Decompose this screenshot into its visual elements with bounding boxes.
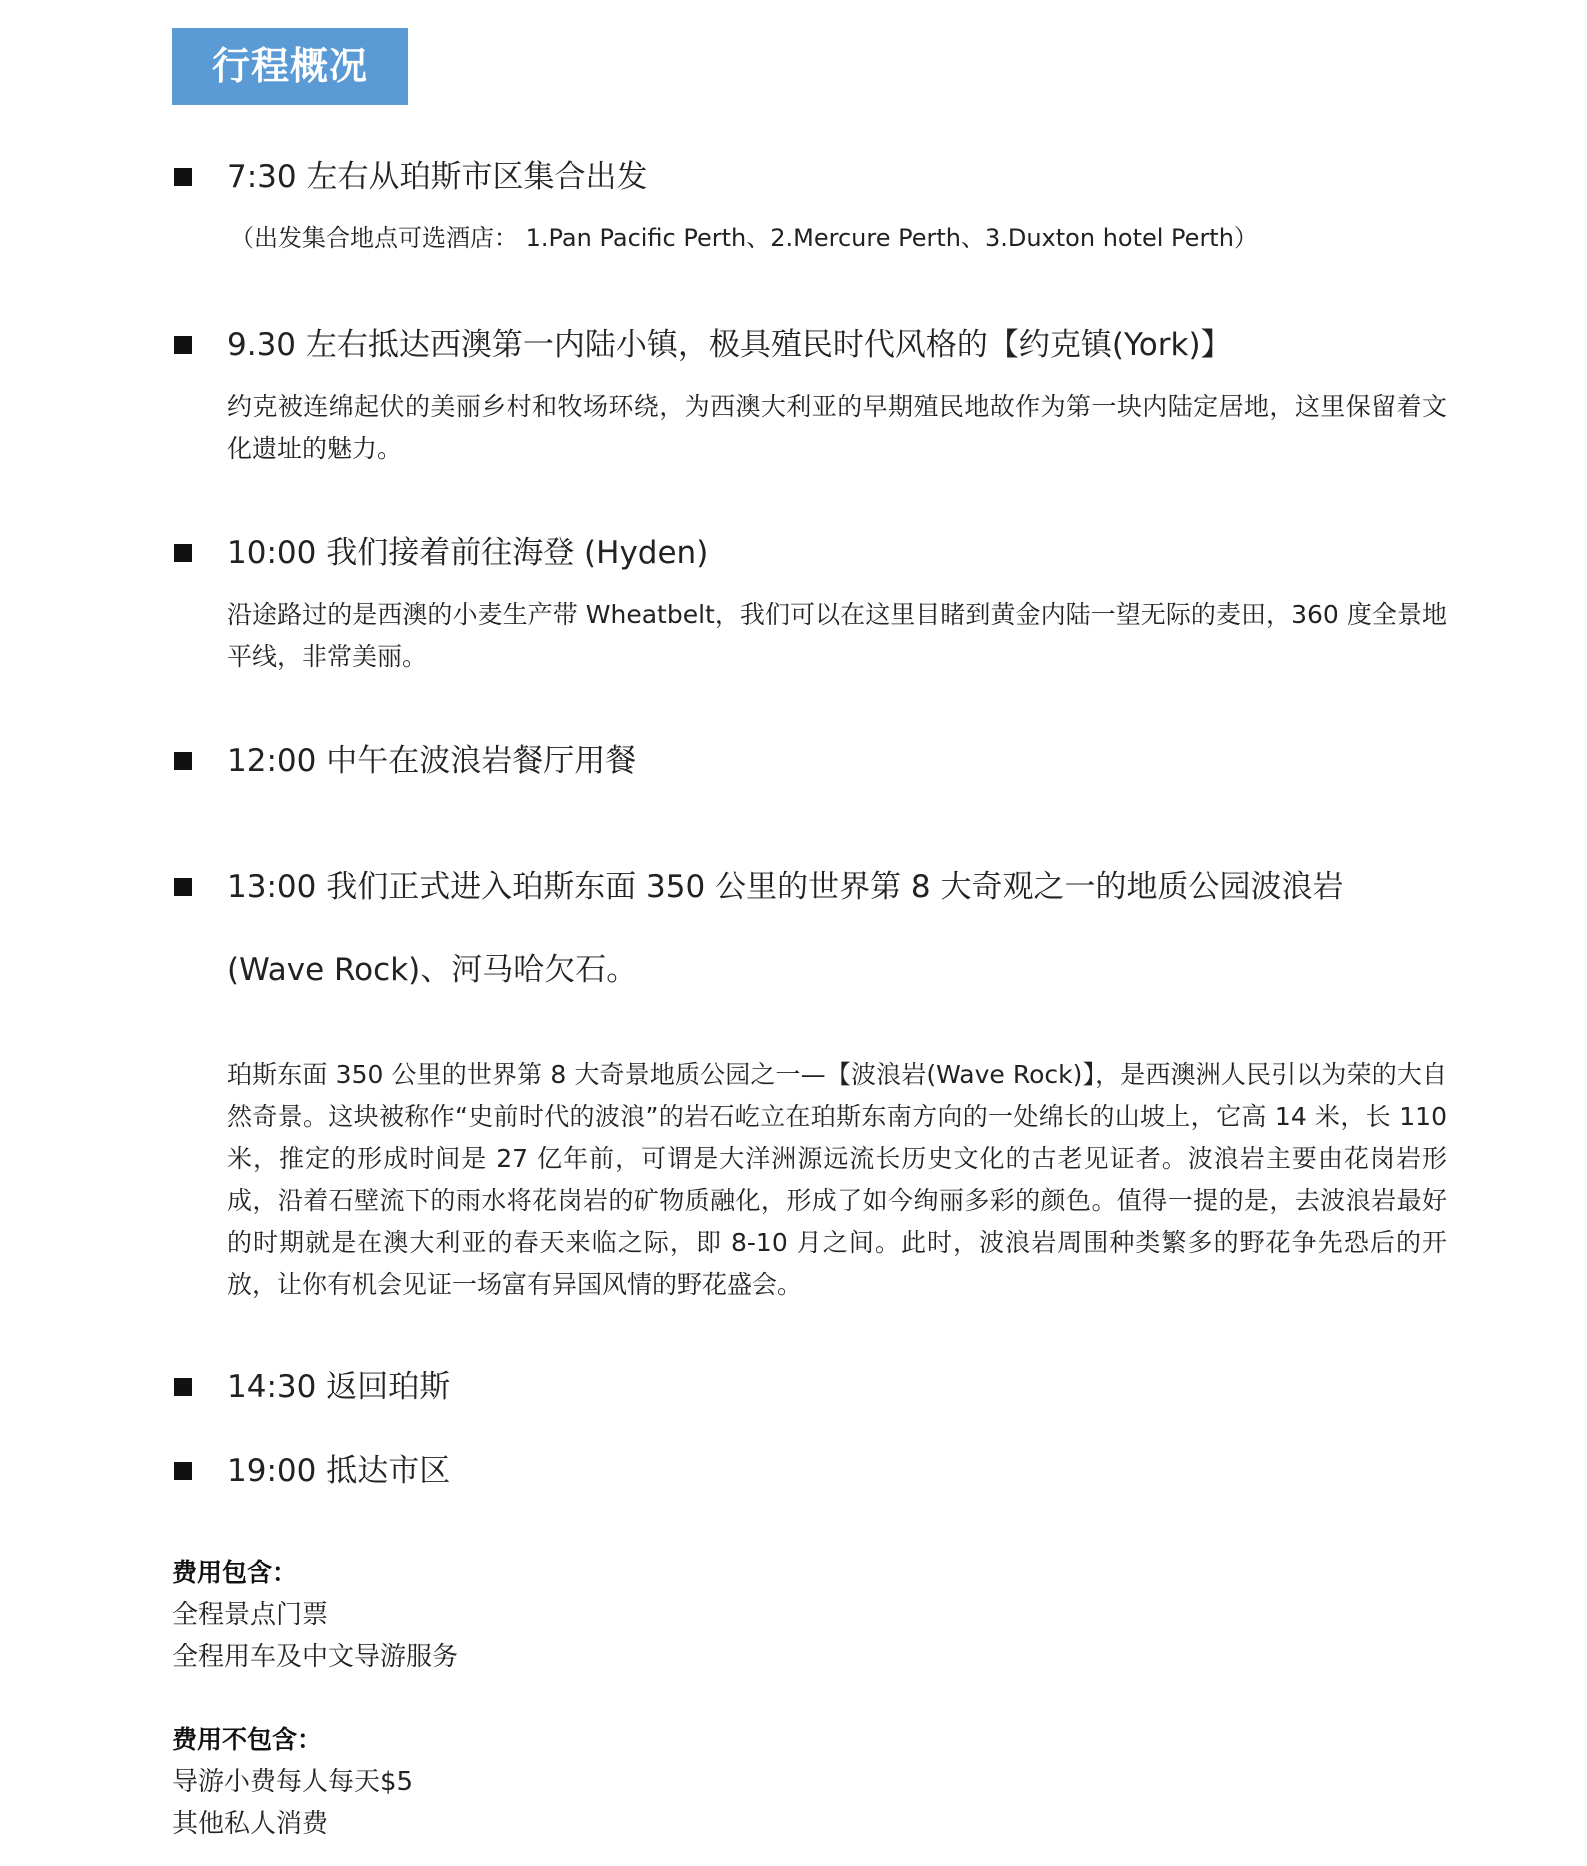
- itinerary-item-heading: 19:00 抵达市区: [227, 1453, 451, 1489]
- itinerary-item-heading: 9.30 左右抵达西澳第一内陆小镇，极具殖民时代风格的【约克镇(York)】: [227, 327, 1232, 363]
- itinerary-item-heading: 12:00 中午在波浪岩餐厅用餐: [227, 743, 637, 779]
- fees-excluded-item: 导游小费每人每天$5: [172, 1767, 414, 1797]
- fees-excluded-title: 费用不包含：: [172, 1725, 323, 1754]
- itinerary-item-description: 约克被连绵起伏的美丽乡村和牧场环绕，为西澳大利亚的早期殖民地故作为第一块内陆定居地，这里保留着文化遗址的魅力。: [227, 392, 1447, 463]
- fees-included-item: 全程用车及中文导游服务: [172, 1642, 459, 1672]
- bullet-icon: [174, 1462, 192, 1480]
- bullet-icon: [174, 878, 192, 896]
- itinerary-item-note: （出发集合地点可选酒店： 1.Pan Pacific Perth、2.Mercure Perth、3.Duxton hotel Perth）: [230, 224, 1258, 252]
- itinerary-item-heading: 13:00 我们正式进入珀斯东面 350 公里的世界第 8 大奇观之一的地质公园波浪岩: [227, 869, 1344, 905]
- fees-included-item: 全程景点门票: [172, 1600, 329, 1630]
- fees-included-title: 费用包含：: [172, 1558, 298, 1587]
- itinerary-item-description: 沿途路过的是西澳的小麦生产带 Wheatbelt，我们可以在这里目睹到黄金内陆一望无际的麦田，360 度全景地平线，非常美丽。: [227, 600, 1447, 671]
- bullet-icon: [174, 752, 192, 770]
- itinerary-item-heading: 7:30 左右从珀斯市区集合出发: [227, 159, 648, 195]
- itinerary-item-heading: 10:00 我们接着前往海登 (Hyden): [227, 535, 709, 571]
- fees-excluded-item: 其他私人消费: [172, 1809, 329, 1839]
- bullet-icon: [174, 168, 192, 186]
- bullet-icon: [174, 544, 192, 562]
- itinerary-item-description: 珀斯东面 350 公里的世界第 8 大奇景地质公园之一—【波浪岩(Wave Rock)】，是西澳洲人民引以为荣的大自然奇景。这块被称作“史前时代的波浪”的岩石屹立在珀斯东南方向的一处绵长的山坡上，它高 14 米，长 110 米，推定的形成时间是 27 亿年前，可谓是大洋洲源远流长历史文化的古老见证者。波浪岩主要由花岗岩形成，沿着石壁流下的雨水将花岗岩的矿物质融化，形成了如今绚丽多彩的颜色。值得一提的是，去波浪岩最好的时期就是在澳大利亚的春天来临之际，即 8-10 月之间。此时，波浪岩周围种类繁多的野花争先恐后的开放，让你有机会见证一场富有异国风情的野花盛会。: [227, 1060, 1447, 1299]
- bullet-icon: [174, 336, 192, 354]
- itinerary-item-heading: 14:30 返回珀斯: [227, 1369, 451, 1405]
- bullet-icon: [174, 1378, 192, 1396]
- itinerary-item-heading-continued: (Wave Rock)、河马哈欠石。: [227, 952, 638, 988]
- section-title: 行程概况: [172, 28, 408, 105]
